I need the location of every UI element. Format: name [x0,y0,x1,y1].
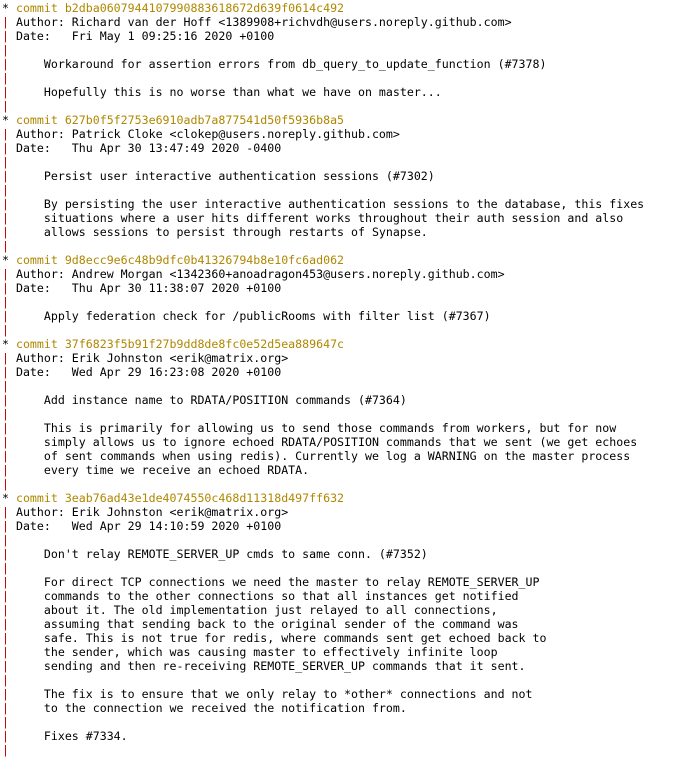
graph-branch-pipe: | [2,407,9,421]
graph-commit-star: * [2,337,9,351]
commit-header-line [2,1,692,15]
log-line [2,183,692,197]
line-text-meta: Author: Richard van der Hoff <1389908+richvdh@users.noreply.github.com> [8,15,512,29]
line-text-body: every time we receive an echoed RDATA. [8,463,310,477]
log-line [2,141,692,155]
log-line [2,309,692,323]
line-text-meta: Date: Wed Apr 29 16:23:08 2020 +0100 [8,365,282,379]
graph-branch-pipe: | [2,659,9,673]
line-text-meta: Date: Thu Apr 30 11:38:07 2020 +0100 [8,281,282,295]
graph-branch-pipe: | [2,449,9,463]
line-text-body: By persisting the user interactive authentication sessions to the database, this fixes [8,197,645,211]
graph-commit-star: * [2,113,9,127]
graph-commit-star: * [2,253,9,267]
log-line [2,477,692,491]
graph-branch-pipe: | [2,211,9,225]
line-text-body: of sent commands when using redis). Currently we log a WARNING on the master process [8,449,631,463]
log-line [2,729,692,743]
graph-branch-pipe: | [2,701,9,715]
graph-branch-pipe: | [2,519,9,533]
graph-branch-pipe: | [2,421,9,435]
line-text-meta: Author: Patrick Cloke <clokep@users.noreply.github.com> [8,127,400,141]
log-line [2,323,692,337]
log-line [2,85,692,99]
log-line [2,449,692,463]
line-text-body: Workaround for assertion errors from db_query_to_update_function (#7378) [8,57,547,71]
graph-branch-pipe: | [2,309,9,323]
line-text-meta: Date: Wed Apr 29 14:10:59 2020 +0100 [8,519,282,533]
log-line [2,267,692,281]
line-text-commit: commit 37f6823f5b91f27b9dd8de8fc0e52d5ea889647c [8,337,345,351]
log-line [2,575,692,589]
line-text-body: This is primarily for allowing us to send those commands from workers, but for now [8,421,617,435]
line-text-body: assuming that sending back to the original sender of the command was [8,617,519,631]
line-text-commit: commit 627b0f5f2753e6910adb7a877541d50f5936b8a5 [8,113,345,127]
graph-branch-pipe: | [2,393,9,407]
log-line [2,57,692,71]
line-text-body: simply allows us to ignore echoed RDATA/POSITION commands that we sent (we get echoes [8,435,638,449]
log-line [2,435,692,449]
log-line [2,687,692,701]
log-line [2,365,692,379]
log-line [2,561,692,575]
graph-branch-pipe: | [2,99,9,113]
graph-branch-pipe: | [2,323,9,337]
log-line [2,169,692,183]
graph-branch-pipe: | [2,589,9,603]
line-text-meta: Author: Andrew Morgan <1342360+anoadragon453@users.noreply.github.com> [8,267,505,281]
graph-branch-pipe: | [2,687,9,701]
log-line [2,281,692,295]
line-text-body: Hopefully this is no worse than what we have on master... [8,85,442,99]
graph-branch-pipe: | [2,85,9,99]
log-line [2,533,692,547]
graph-branch-pipe: | [2,15,9,29]
graph-branch-pipe: | [2,617,9,631]
commit-header-line [2,337,692,351]
log-line [2,715,692,729]
graph-branch-pipe: | [2,645,9,659]
log-line [2,239,692,253]
line-text-body: For direct TCP connections we need the master to relay REMOTE_SERVER_UP [8,575,540,589]
line-text-meta: Date: Fri May 1 09:25:16 2020 +0100 [8,29,275,43]
line-text-commit: commit 3eab76ad43e1de4074550c468d11318d497ff632 [8,491,345,505]
graph-branch-pipe: | [2,435,9,449]
log-line [2,617,692,631]
commit-header-line [2,253,692,267]
line-text-body: Add instance name to RDATA/POSITION commands (#7364) [8,393,407,407]
graph-branch-pipe: | [2,505,9,519]
log-line [2,407,692,421]
graph-branch-pipe: | [2,729,9,743]
graph-branch-pipe: | [2,743,9,757]
graph-branch-pipe: | [2,239,9,253]
graph-branch-pipe: | [2,71,9,85]
line-text-commit: commit 9d8ecc9e6c48b9dfc0b41326794b8e10fc6ad062 [8,253,345,267]
graph-branch-pipe: | [2,295,9,309]
graph-branch-pipe: | [2,715,9,729]
log-line [2,519,692,533]
graph-branch-pipe: | [2,43,9,57]
log-line [2,547,692,561]
graph-branch-pipe: | [2,169,9,183]
graph-branch-pipe: | [2,127,9,141]
graph-branch-pipe: | [2,183,9,197]
log-line [2,197,692,211]
graph-branch-pipe: | [2,673,9,687]
log-line [2,673,692,687]
graph-branch-pipe: | [2,365,9,379]
graph-branch-pipe: | [2,631,9,645]
graph-branch-pipe: | [2,141,9,155]
graph-commit-star: * [2,491,9,505]
graph-branch-pipe: | [2,379,9,393]
log-line [2,127,692,141]
log-line [2,631,692,645]
log-line [2,379,692,393]
line-text-body: Don't relay REMOTE_SERVER_UP cmds to same conn. (#7352) [8,547,428,561]
graph-branch-pipe: | [2,155,9,169]
log-line [2,701,692,715]
graph-branch-pipe: | [2,267,9,281]
log-line [2,505,692,519]
graph-branch-pipe: | [2,29,9,43]
log-line [2,29,692,43]
commit-header-line [2,491,692,505]
graph-commit-star: * [2,1,9,15]
graph-branch-pipe: | [2,351,9,365]
line-text-meta: Author: Erik Johnston <erik@matrix.org> [8,505,289,519]
line-text-body: allows sessions to persist through restarts of Synapse. [8,225,428,239]
log-line [2,743,692,757]
graph-branch-pipe: | [2,575,9,589]
graph-branch-pipe: | [2,547,9,561]
log-line [2,421,692,435]
log-line [2,351,692,365]
line-text-body: to the connection we received the notification from. [8,701,407,715]
graph-branch-pipe: | [2,477,9,491]
graph-branch-pipe: | [2,57,9,71]
log-line [2,393,692,407]
log-line [2,15,692,29]
log-line [2,463,692,477]
log-line [2,43,692,57]
graph-branch-pipe: | [2,533,9,547]
log-line [2,71,692,85]
line-text-commit: commit b2dba0607944107990883618672d639f0614c492 [8,1,345,15]
log-line [2,225,692,239]
line-text-meta: Date: Thu Apr 30 13:47:49 2020 -0400 [8,141,282,155]
graph-branch-pipe: | [2,197,9,211]
log-line [2,211,692,225]
log-line [2,589,692,603]
line-text-meta: Author: Erik Johnston <erik@matrix.org> [8,351,289,365]
line-text-body: safe. This is not true for redis, where commands sent get echoed back to [8,631,547,645]
line-text-body: sending and then re-receiving REMOTE_SERVER_UP commands that it sent. [8,659,526,673]
log-line [2,295,692,309]
graph-branch-pipe: | [2,561,9,575]
graph-branch-pipe: | [2,225,9,239]
log-line [2,155,692,169]
line-text-body: commands to the other connections so that all instances get notified [8,589,519,603]
log-line [2,99,692,113]
line-text-body: the sender, which was causing master to effectively infinite loop [8,645,498,659]
log-line [2,659,692,673]
line-text-body: Fixes #7334. [8,729,128,743]
line-text-body: about it. The old implementation just relayed to all connections, [8,603,498,617]
line-text-body: The fix is to ensure that we only relay to *other* connections and not [8,687,533,701]
graph-branch-pipe: | [2,281,9,295]
commit-header-line [2,113,692,127]
log-line [2,603,692,617]
line-text-body: Apply federation check for /publicRooms with filter list (#7367) [8,309,491,323]
line-text-body: Persist user interactive authentication sessions (#7302) [8,169,435,183]
log-line [2,645,692,659]
graph-branch-pipe: | [2,463,9,477]
graph-branch-pipe: | [2,603,9,617]
line-text-body: situations where a user hits different works throughout their auth session and also [8,211,624,225]
